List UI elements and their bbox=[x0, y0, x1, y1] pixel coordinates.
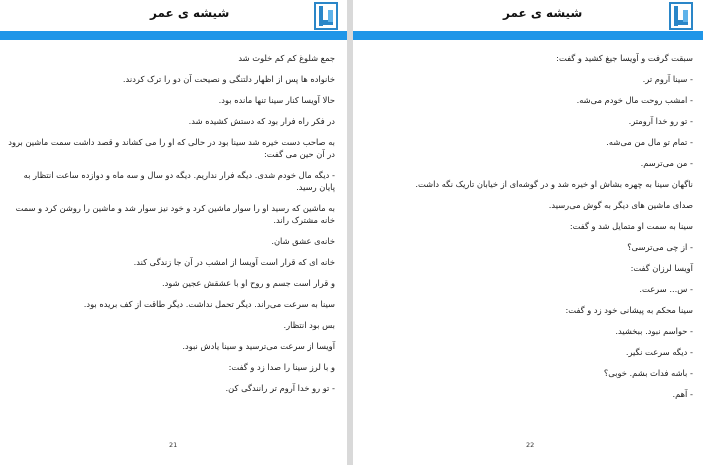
paragraph: - سینا آروم تر. bbox=[642, 74, 693, 84]
paragraph: حالا آویسا کنار سینا تنها مانده بود. bbox=[218, 95, 335, 105]
paragraph: - دیگه مال خودم شدی. دیگه فرار نداریم. دیگه دو سال و سه ماه و دوازده ساعت انتظار به پایان رسید. bbox=[23, 170, 335, 192]
paragraph: به ماشین که رسید او را سوار ماشین کرد و خود نیز سوار شد و ماشین را روشن کرد و سمت خانه مشترک راند. bbox=[15, 203, 335, 225]
paragraph: - باشه فدات بشم. خوبی؟ bbox=[603, 368, 693, 378]
paragraph: - من می‌ترسم. bbox=[640, 158, 693, 168]
paragraph: - امشب روحت مال خودم می‌شه. bbox=[576, 95, 693, 105]
paragraph: - از چی می‌ترسی؟ bbox=[627, 242, 693, 252]
paragraph: جمع شلوغ کم کم خلوت شد bbox=[238, 53, 335, 63]
paragraph: - آهم. bbox=[672, 389, 693, 399]
paragraph: سبقت گرفت و آویسا جیغ کشید و گفت: bbox=[556, 53, 693, 63]
paragraph: - تو رو خدا آروم تر رانندگی کن. bbox=[225, 383, 335, 393]
page-number: 21 bbox=[169, 441, 178, 449]
header-title: شیشه ی عمر bbox=[150, 6, 230, 20]
page-header bbox=[0, 0, 347, 30]
paragraph: - س... سرعت. bbox=[639, 284, 693, 294]
paragraph: ناگهان سینا به چهره بشاش او خیره شد و در گوشه‌ای از خیابان تاریک نگه داشت. bbox=[415, 179, 693, 189]
book-page-right bbox=[353, 0, 703, 465]
book-logo-icon bbox=[669, 2, 693, 30]
header-accent-bar bbox=[353, 31, 703, 40]
paragraph: آویسا لرزان گفت: bbox=[630, 263, 693, 273]
paragraph: و با لرز سینا را صدا زد و گفت: bbox=[228, 362, 335, 372]
paragraph: در فکر راه فرار بود که دستش کشیده شد. bbox=[188, 116, 335, 126]
page-body bbox=[8, 52, 335, 403]
paragraph: - حواسم نبود. ببخشید. bbox=[615, 326, 693, 336]
paragraph: - تمام تو مال من می‌شه. bbox=[606, 137, 693, 147]
book-logo-icon bbox=[314, 2, 338, 30]
paragraph: سینا به سمت او متمایل شد و گفت: bbox=[569, 221, 693, 231]
paragraph: خانه‌ی عشق شان. bbox=[271, 236, 335, 246]
header-title: شیشه ی عمر bbox=[503, 6, 583, 20]
paragraph: خانه ای که قرار است آویسا از امشب در آن جا زندگی کند. bbox=[133, 257, 335, 267]
paragraph: سینا به سرعت می‌راند. دیگر تحمل نداشت. دیگر طاقت از کف بریده بود. bbox=[83, 299, 335, 309]
page-body bbox=[361, 52, 693, 409]
paragraph: خانواده ها پس از اظهار دلتنگی و نصیحت آن دو را ترک کردند. bbox=[122, 74, 335, 84]
book-page-left bbox=[0, 0, 347, 465]
paragraph: آویسا از سرعت می‌ترسید و سینا یادش نبود. bbox=[182, 341, 335, 351]
page-header bbox=[353, 0, 703, 30]
page-number: 22 bbox=[526, 441, 535, 449]
paragraph: بس بود انتظار. bbox=[283, 320, 335, 330]
paragraph: - دیگه سرعت نگیر. bbox=[625, 347, 693, 357]
paragraph: - تو رو خدا آرومتر. bbox=[628, 116, 693, 126]
paragraph: و قرار است جسم و روح او با عشقش عجین شود. bbox=[161, 278, 335, 288]
paragraph: سینا محکم به پیشانی خود زد و گفت: bbox=[565, 305, 693, 315]
header-accent-bar bbox=[0, 31, 347, 40]
paragraph: به صاحب دست خیره شد سینا بود در حالی که او را می کشاند و قصد داشت سمت ماشین برود در آن حین می گفت: bbox=[8, 137, 335, 159]
paragraph: صدای ماشین های دیگر به گوش می‌رسید. bbox=[548, 200, 693, 210]
